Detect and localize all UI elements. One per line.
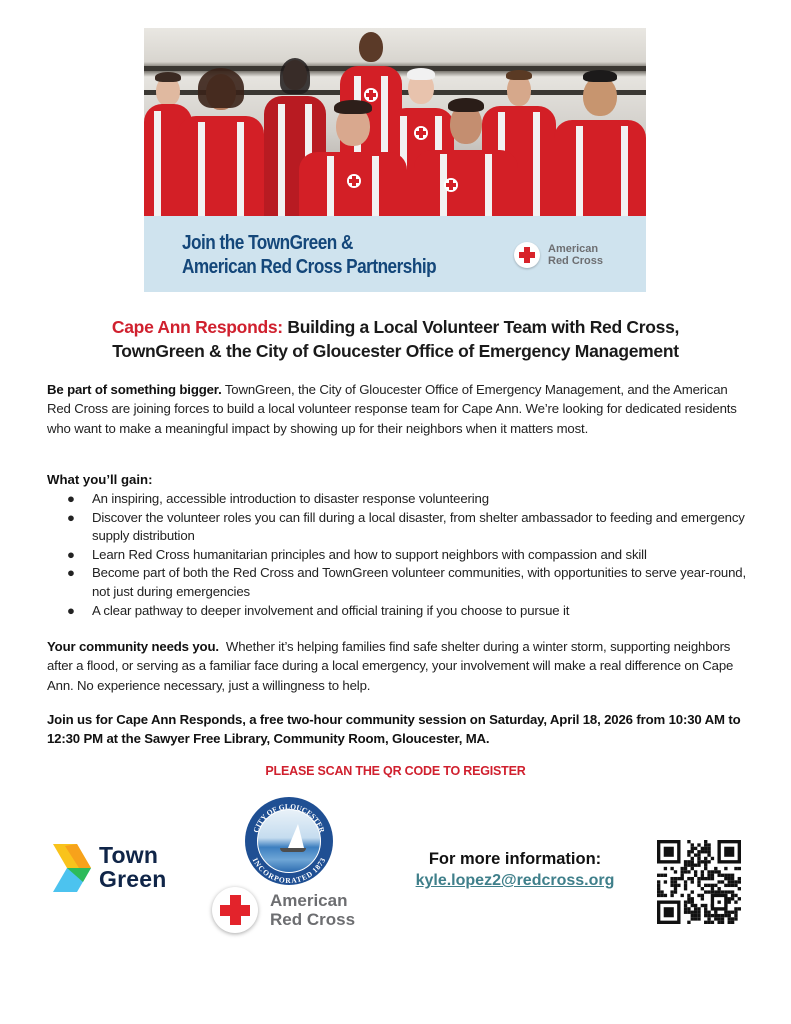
page-title-line1 bbox=[0, 315, 791, 339]
list-item-text: Learn Red Cross humanitarian principles and how to support neighbors with compassion and skill bbox=[92, 546, 647, 562]
community-lead: Your community needs you. bbox=[47, 639, 219, 654]
towngreen-mark-icon bbox=[53, 844, 93, 892]
towngreen-wordmark bbox=[99, 843, 166, 891]
info-label: For more information: bbox=[428, 850, 602, 868]
red-cross-line1: American bbox=[270, 891, 348, 910]
contact-info bbox=[400, 848, 630, 892]
towngreen-line2: Green bbox=[99, 866, 167, 892]
banner-logo-line2: Red Cross bbox=[548, 255, 604, 267]
bullet-icon: ● bbox=[67, 491, 75, 506]
title-highlight: Cape Ann Responds: bbox=[111, 317, 283, 337]
red-cross-icon bbox=[212, 887, 258, 933]
seal-text-ring bbox=[245, 797, 333, 885]
community-text: Whether it’s helping families find safe shelter during a winter storm, supporting neighbors after a flood, or serving as a familiar face during a local emergency, your involvement will make a real difference on Cape Ann. No experience necessary, just a willingness to help. bbox=[47, 639, 737, 693]
intro-paragraph bbox=[47, 380, 747, 438]
bullet-icon: ● bbox=[67, 546, 75, 562]
gain-list bbox=[47, 490, 747, 620]
towngreen-logo bbox=[53, 843, 191, 895]
list-item bbox=[47, 490, 747, 509]
page-title-line2: TownGreen & the City of Gloucester Office of Emergency Management bbox=[112, 341, 679, 361]
seal-bottom-text: INCORPORATED 1873 bbox=[250, 856, 328, 885]
gain-heading: What you’ll gain: bbox=[47, 472, 153, 487]
banner-red-cross-logo bbox=[514, 242, 603, 268]
list-item bbox=[47, 602, 747, 621]
bullet-icon: ● bbox=[67, 565, 75, 581]
intro-lead: Be part of something bigger. bbox=[47, 382, 222, 397]
seal-top-text: CITY OF GLOUCESTER bbox=[251, 801, 327, 834]
towngreen-line1: Town bbox=[99, 842, 159, 868]
banner-logo-text bbox=[548, 243, 603, 267]
red-cross-icon bbox=[514, 242, 540, 268]
banner-title bbox=[182, 231, 436, 279]
list-item bbox=[47, 546, 747, 565]
city-of-gloucester-seal bbox=[245, 797, 333, 885]
header-banner bbox=[144, 28, 646, 292]
page-title bbox=[0, 315, 791, 363]
banner-logo-line1: American bbox=[548, 243, 599, 255]
red-cross-wordmark bbox=[270, 891, 355, 929]
intro-text: TownGreen, the City of Gloucester Office of Emergency Management, and the American Red Cross are joining forces to build a local volunteer response team for Cape Ann. We’re looking for dedicated residents who want to make a meaningful impact by showing up for their neighbors when it matters most. bbox=[47, 382, 737, 436]
american-red-cross-logo bbox=[212, 887, 355, 933]
volunteer-group-photo bbox=[144, 28, 646, 216]
list-item-text: An inspiring, accessible introduction to disaster response volunteering bbox=[92, 491, 489, 506]
list-item bbox=[47, 509, 747, 546]
list-item-text: A clear pathway to deeper involvement and official training if you choose to pursue it bbox=[92, 602, 570, 618]
list-item bbox=[47, 564, 747, 601]
list-item-text: Become part of both the Red Cross and TownGreen volunteer communities, with opportunities to serve year-round, not just during emergencies bbox=[92, 565, 746, 599]
bullet-icon: ● bbox=[67, 509, 75, 525]
svg-text:INCORPORATED 1873 bbox=[251, 856, 328, 885]
community-paragraph bbox=[47, 637, 747, 695]
banner-title-line1: Join the TownGreen & bbox=[182, 232, 353, 254]
red-cross-line2: Red Cross bbox=[270, 910, 356, 929]
banner-title-line2: American Red Cross Partnership bbox=[182, 256, 437, 278]
list-item-text: Discover the volunteer roles you can fill during a local disaster, from shelter ambassador to feeding and emergency supply distribution bbox=[92, 509, 745, 544]
event-details: Join us for Cape Ann Responds, a free two-hour community session on Saturday, April 18, 2026 from 10:30 AM to 12:30 PM at the Sawyer Free Library, Community Room, Gloucester, MA. bbox=[47, 712, 741, 747]
bullet-icon: ● bbox=[67, 602, 75, 618]
contact-email-link[interactable]: kyle.lopez2@redcross.org bbox=[415, 872, 615, 889]
registration-qr-code[interactable] bbox=[657, 840, 741, 924]
svg-text:CITY OF GLOUCESTER bbox=[251, 802, 327, 834]
title-line1-rest: Building a Local Volunteer Team with Red Cross, bbox=[282, 317, 680, 337]
scan-qr-cta: PLEASE SCAN THE QR CODE TO REGISTER bbox=[265, 764, 526, 778]
